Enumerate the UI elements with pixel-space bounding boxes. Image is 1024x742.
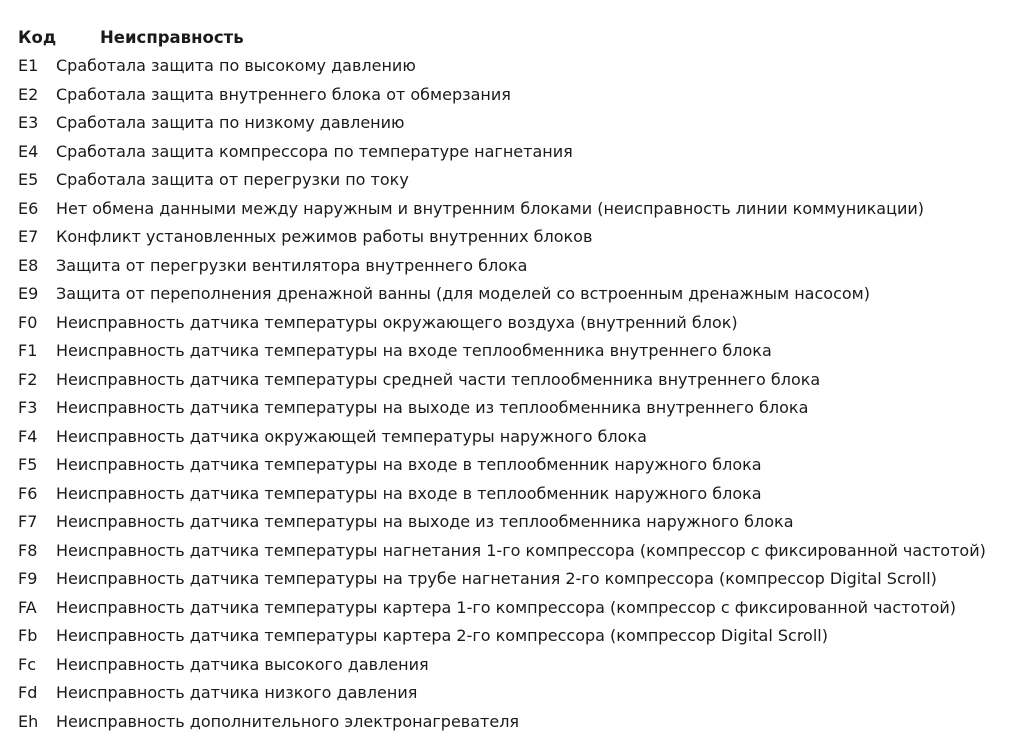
error-code: E9 [18, 284, 39, 303]
error-description: Неисправность датчика температуры на выходе из теплообменника внутреннего блока [56, 398, 809, 417]
error-code: F4 [18, 426, 38, 446]
table-row [18, 309, 1018, 338]
table-row [18, 81, 1018, 110]
error-description: Сработала защита компрессора по температуре нагнетания [56, 141, 573, 161]
error-code: F0 [18, 312, 38, 332]
header-code: Код [18, 28, 57, 47]
table-row [18, 109, 1018, 138]
table-row [18, 565, 1018, 594]
error-code: F5 [18, 455, 38, 474]
error-description: Защита от переполнения дренажной ванны (для моделей со встроенным дренажным насосом) [56, 284, 870, 303]
table-row [18, 679, 1018, 708]
error-code: F3 [18, 398, 38, 417]
table-row [18, 622, 1018, 651]
table-row [18, 708, 1018, 737]
error-description: Неисправность датчика температуры на входе в теплообменник наружного блока [56, 455, 762, 474]
error-code: E1 [18, 56, 39, 75]
error-description: Неисправность датчика температуры на выходе из теплообменника наружного блока [56, 512, 794, 531]
error-description: Нет обмена данными между наружным и внутренним блоками (неисправность линии коммуникации) [56, 198, 924, 218]
table-header-row [18, 24, 1018, 52]
error-code: F8 [18, 540, 38, 560]
error-description: Сработала защита от перегрузки по току [56, 170, 409, 189]
table-row [18, 195, 1018, 224]
error-description: Неисправность датчика температуры нагнетания 1-го компрессора (компрессор с фиксированной частотой) [56, 540, 986, 560]
error-code-table [18, 24, 1018, 736]
table-row [18, 537, 1018, 566]
table-row [18, 166, 1018, 195]
error-description: Сработала защита внутреннего блока от обмерзания [56, 84, 511, 104]
error-description: Защита от перегрузки вентилятора внутреннего блока [56, 255, 528, 275]
error-description: Конфликт установленных режимов работы внутренних блоков [56, 227, 593, 246]
error-code: F2 [18, 369, 38, 389]
table-row [18, 651, 1018, 680]
error-code: F6 [18, 483, 38, 503]
error-description: Неисправность датчика температуры средней части теплообменника внутреннего блока [56, 369, 821, 389]
table-row [18, 280, 1018, 309]
table-row [18, 423, 1018, 452]
error-code: Fc [18, 654, 36, 674]
table-row [18, 366, 1018, 395]
table-row [18, 52, 1018, 81]
error-code: Fd [18, 683, 38, 702]
error-code: F7 [18, 512, 38, 531]
error-code: E5 [18, 170, 39, 189]
error-code: Fb [18, 626, 38, 645]
error-code: E6 [18, 198, 39, 218]
error-description: Неисправность датчика окружающей температуры наружного блока [56, 426, 647, 446]
error-code: E2 [18, 84, 39, 104]
table-row [18, 252, 1018, 281]
table-body [18, 52, 1018, 736]
error-code: Eh [18, 711, 39, 731]
table-row [18, 451, 1018, 480]
table-row [18, 480, 1018, 509]
table-row [18, 594, 1018, 623]
error-description: Неисправность датчика температуры на трубе нагнетания 2-го компрессора (компрессор Digital Scroll) [56, 569, 937, 588]
table-row [18, 337, 1018, 366]
error-description: Неисправность датчика низкого давления [56, 683, 418, 702]
error-description: Неисправность датчика температуры окружающего воздуха (внутренний блок) [56, 312, 738, 332]
error-description: Неисправность датчика температуры на входе в теплообменник наружного блока [56, 483, 762, 503]
error-code: F1 [18, 341, 38, 360]
error-description: Сработала защита по высокому давлению [56, 56, 416, 75]
error-code: F9 [18, 569, 38, 588]
table-row [18, 394, 1018, 423]
table-row [18, 138, 1018, 167]
error-description: Неисправность датчика высокого давления [56, 654, 429, 674]
table-row [18, 223, 1018, 252]
error-description: Сработала защита по низкому давлению [56, 113, 405, 132]
error-code: E8 [18, 255, 39, 275]
error-code: E3 [18, 113, 39, 132]
error-code: E4 [18, 141, 39, 161]
header-description: Неисправность [100, 28, 244, 47]
table-row [18, 508, 1018, 537]
error-description: Неисправность датчика температуры на входе теплообменника внутреннего блока [56, 341, 772, 360]
error-description: Неисправность датчика температуры картера 1-го компрессора (компрессор с фиксированной частотой) [56, 597, 957, 617]
error-code: E7 [18, 227, 39, 246]
error-code: FA [18, 597, 37, 617]
error-description: Неисправность датчика температуры картера 2-го компрессора (компрессор Digital Scroll) [56, 626, 828, 645]
error-description: Неисправность дополнительного электронагревателя [56, 711, 520, 731]
